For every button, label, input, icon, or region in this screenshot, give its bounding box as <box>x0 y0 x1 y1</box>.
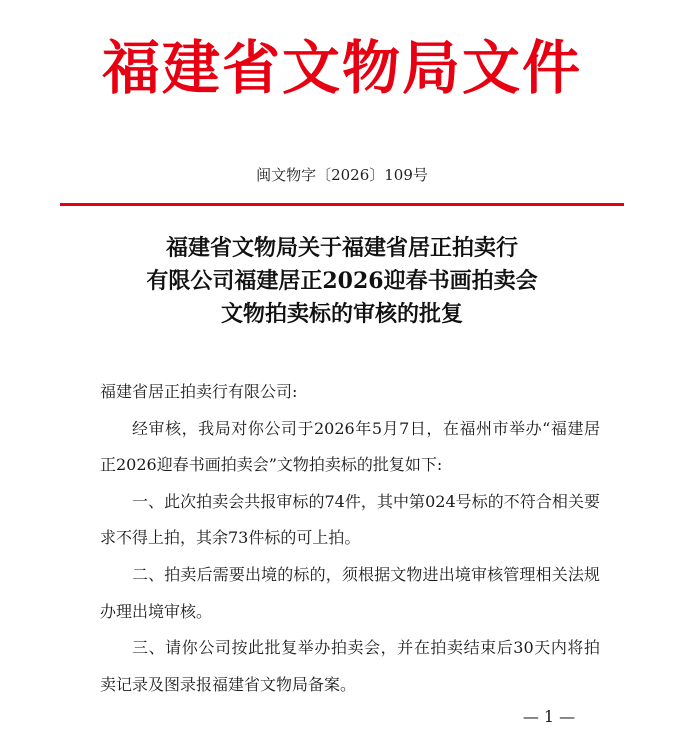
body-paragraph-review: 经审核，我局对你公司于2026年5月7日，在福州市举办“福建居正2026迎春书画拍卖会”文物拍卖标的批复如下: <box>100 418 600 475</box>
salutation: 福建省居正拍卖行有限公司: <box>100 382 298 401</box>
page-number: — 1 — <box>522 707 576 726</box>
body-paragraph-item-1: 一、此次拍卖会共报审标的74件，其中第024号标的不符合相关要求不得上拍，其余73件标的可上拍。 <box>100 491 600 548</box>
document-body <box>100 374 600 703</box>
title-line-3: 文物拍卖标的审核的批复 <box>220 301 463 327</box>
body-paragraph-item-2: 二、拍卖后需要出境的标的，须根据文物进出境审核管理相关法规办理出境审核。 <box>100 564 600 621</box>
document-number: 闽文物字〔2026〕109号 <box>256 166 428 184</box>
body-paragraph-item-3: 三、请你公司按此批复举办拍卖会，并在拍卖结束后30天内将拍卖记录及图录报福建省文物局备案。 <box>100 638 600 694</box>
red-divider-line <box>60 203 624 206</box>
document-title <box>0 232 684 331</box>
title-line-2: 有限公司福建居正2026迎春书画拍卖会 <box>146 268 538 294</box>
document-masthead: 福建省文物局文件 <box>101 34 582 102</box>
title-line-1: 福建省文物局关于福建省居正拍卖行 <box>165 235 518 261</box>
